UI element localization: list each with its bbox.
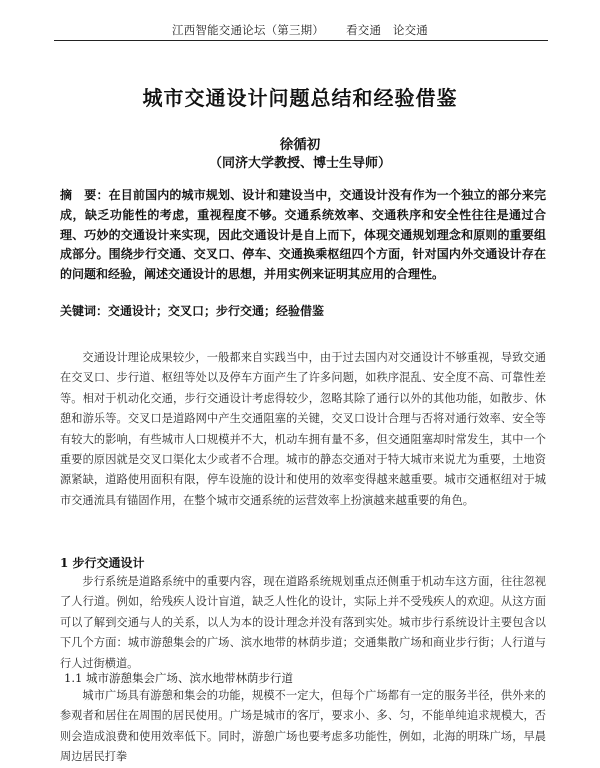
running-header — [0, 22, 600, 38]
abstract-text: 在目前国内的城市规划、设计和建设当中，交通设计没有作为一个独立的部分来完成，缺乏功能性的考虑，重视程度不够。交通系统效率、交通秩序和安全性往往是通过合理、巧妙的交通设计来实现，因此交通设计是自上而下，体现交通规划理念和原则的重要组成部分。围绕步行交通、交叉口、停车、交通换乘枢纽四个方面，针对国内外交通设计存在的问题和经验，阐述交通设计的思想，并用实例来证明其应用的合理性。 — [60, 188, 546, 282]
journal-name: 江西智能交通论坛（第三期） — [171, 23, 325, 37]
subsection-paragraph: 城市广场具有游憩和集会的功能，规模不一定大，但每个广场都有一定的服务半径，供外来的参观者和居住在周围的居民使用。广场是城市的客厅，要求小、多、匀，不能单纯追求规模大，否则会造成浪费和使用效率低下。同时，游憩广场也要考虑多功能性，例如，北海的明珠广场，早晨周边居民打拳 — [60, 689, 546, 764]
author-affiliation: （同济大学教授、博士生导师） — [208, 156, 391, 171]
keywords-label: 关键词： — [60, 304, 109, 318]
section-heading: 1 步行交通设计 — [60, 556, 145, 570]
intro-paragraph: 交通设计理论成果较少，一般都来自实践当中，由于过去国内对交通设计不够重视，导致交通在交叉口、步行道、枢纽等处以及停车方面产生了许多问题，如秩序混乱、安全度不高、可靠性差等。相对于机动化交通，步行交通设计考虑得较少，忽略其除了通行以外的其他功能，如散步、休憩和游乐等。交叉口是道路网中产生交通阻塞的关键，交叉口设计合理与否将对通行效率、安全等有较大的影响，有些城市人口规模并不大，机动车拥有量不多，但交通阻塞却时常发生，其中一个重要的原因就是交叉口渠化太少或者不合理。城市的静态交通对于特大城市来说尤为重要，土地资源紧缺，道路使用面积有限，停车设施的设计和使用的效率变得越来越重要。城市交通枢纽对于城市交通流具有锚固作用，在整个城市交通系统的运营效率上扮演越来越重要的角色。 — [60, 351, 546, 507]
abstract — [60, 186, 546, 285]
article-title: 城市交通设计问题总结和经验借鉴 — [142, 86, 458, 110]
abstract-label: 摘 要： — [60, 188, 109, 202]
author-name: 徐循初 — [279, 137, 321, 153]
column-name: 看交通 论交通 — [346, 23, 428, 37]
section-paragraph: 步行系统是道路系统中的重要内容，现在道路系统规划重点还侧重于机动车这方面，往往忽视了人行道。例如，给残疾人设计盲道，缺乏人性化的设计，实际上并不受残疾人的欢迎。从这方面可以了解到交通与人的关系，以人为本的设计理念并没有落到实处。城市步行系统设计主要包含以下几个方面：城市游憩集会的广场、滨水地带的林荫步道；交通集散广场和商业步行街；人行道与行人过街横道。 — [60, 575, 546, 670]
keywords — [60, 302, 546, 319]
subsection-heading: 1.1 城市游憩集会广场、滨水地带林荫步行道 — [64, 671, 293, 685]
header-rule — [54, 40, 548, 41]
keywords-text: 交通设计；交叉口；步行交通；经验借鉴 — [108, 304, 325, 318]
